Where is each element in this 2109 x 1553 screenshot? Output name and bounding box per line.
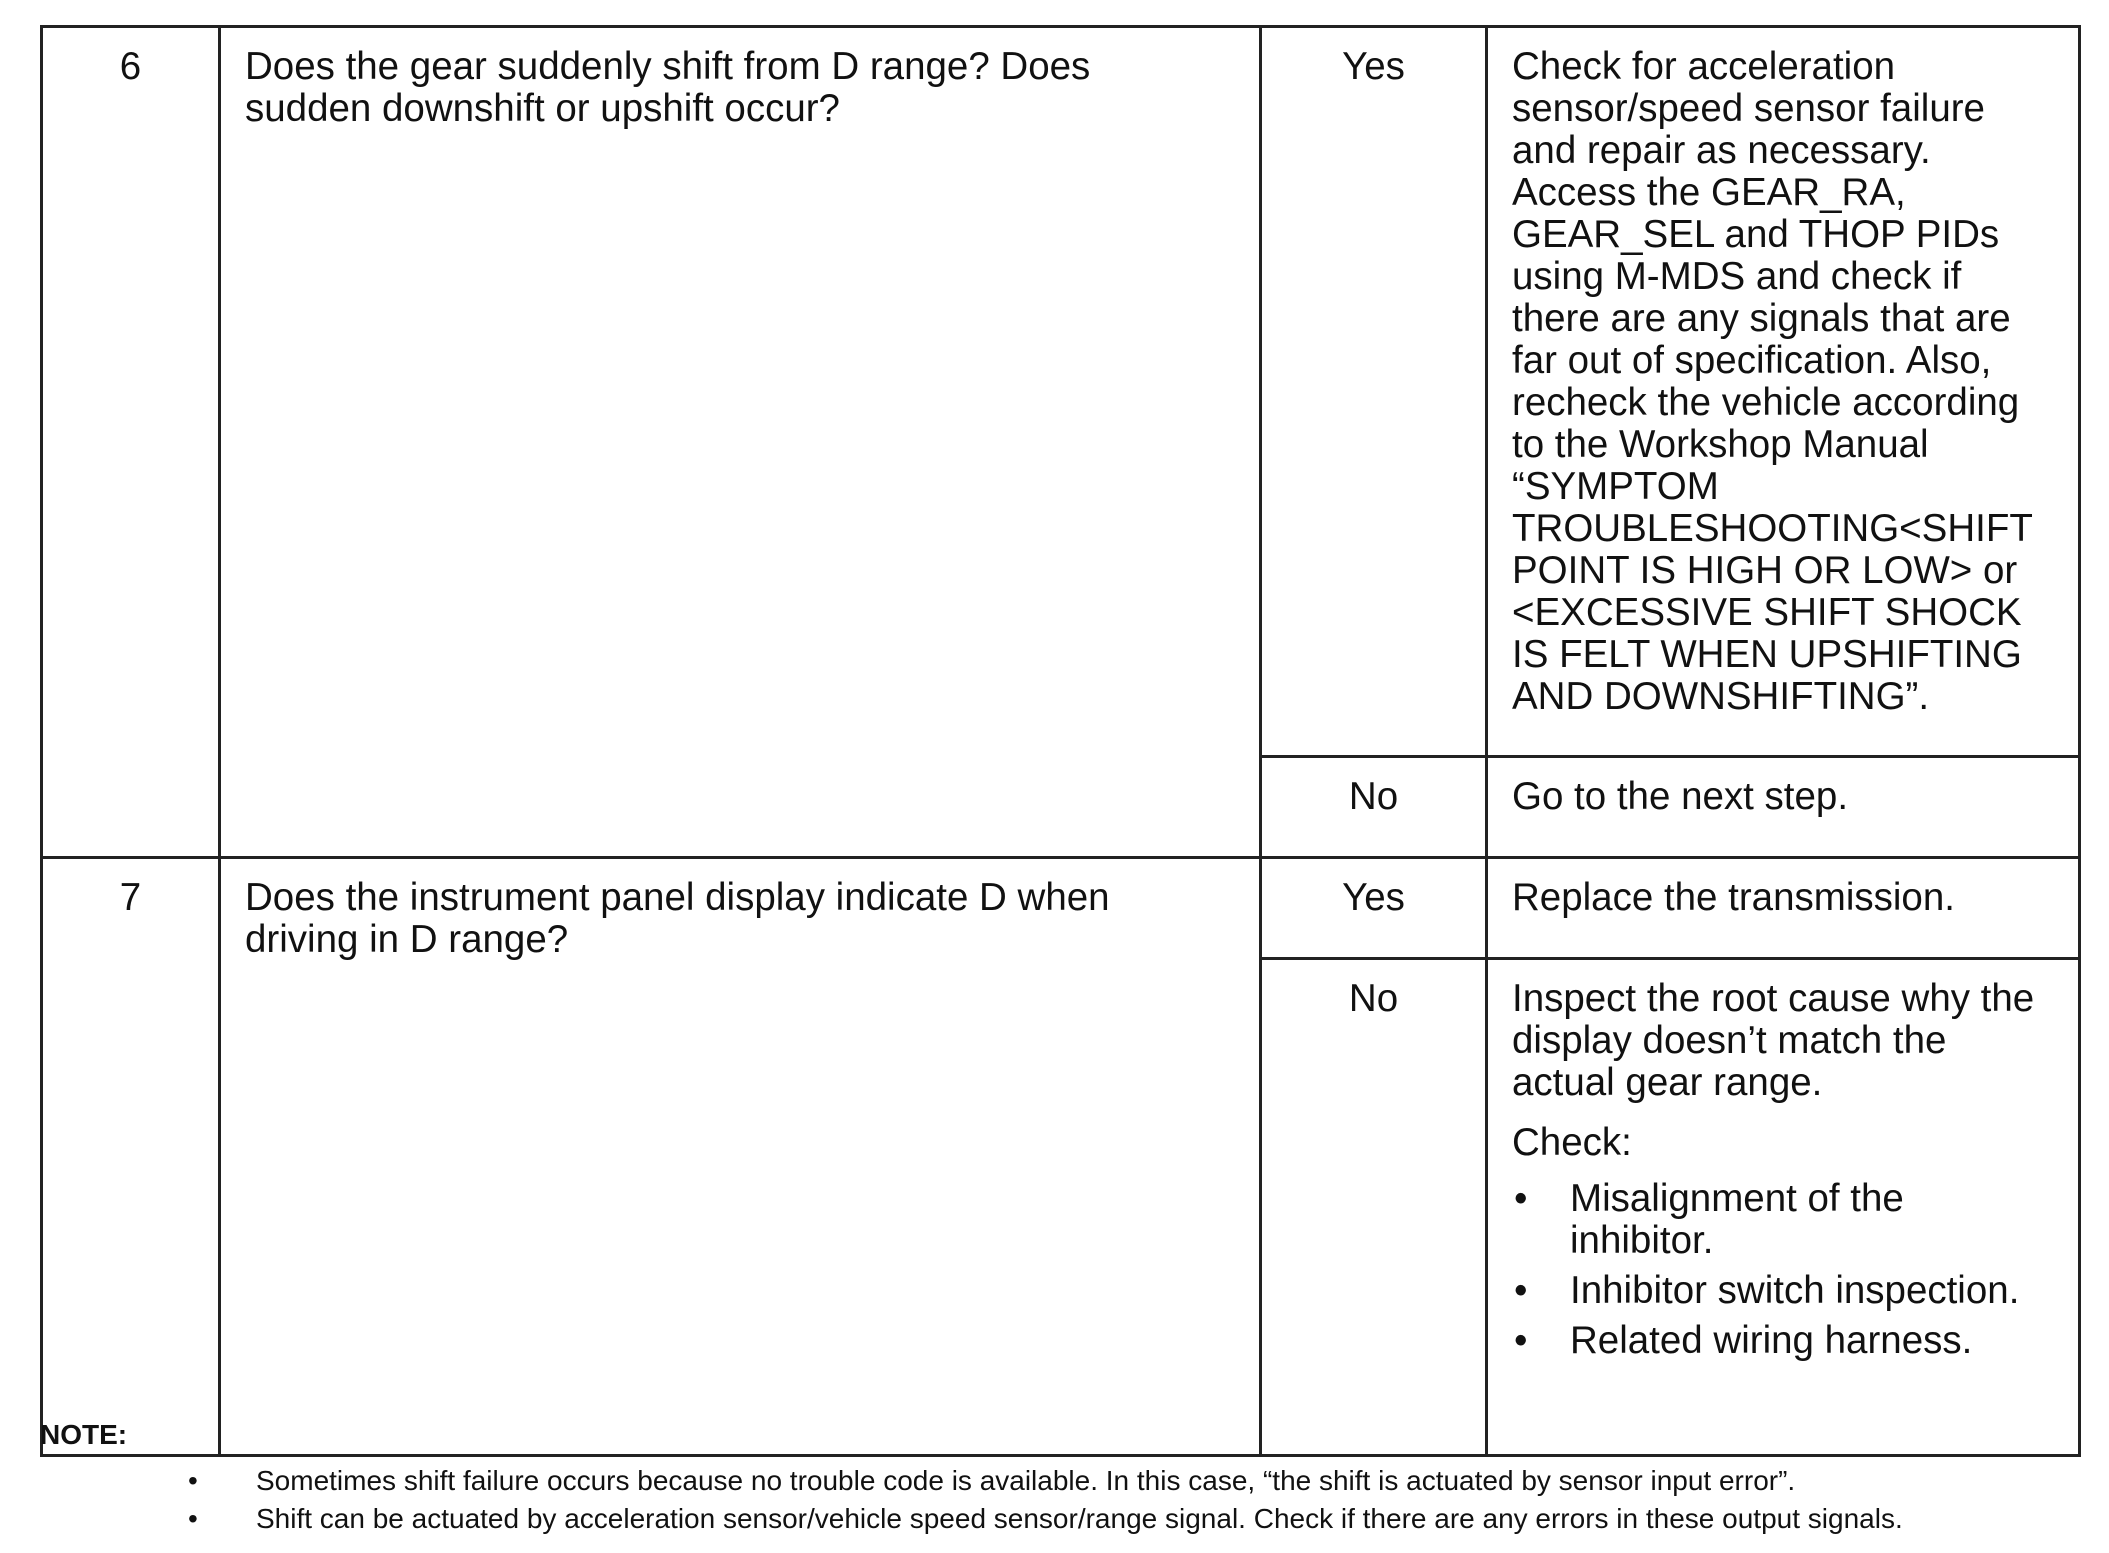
yes-action-text: Check for acceleration sensor/speed sensor failure and repair as necessary. Access the GEAR_RA, GEAR_SEL and THOP PIDs using M-MDS and check if there are any signals that are far out of specification. Also, recheck the vehicle according to the Workshop Manual “SYMPTOM TROUBLESHOOTING<SHIFT POINT IS HIGH OR LOW> or <EXCESSIVE SHIFT SHOCK IS FELT WHEN UPSHIFTING AND DOWNSHIFTING”. (1512, 45, 2033, 718)
yes-label: Yes (1261, 27, 1487, 757)
bullet-icon: • (188, 1503, 198, 1534)
table-row (42, 27, 2080, 757)
note-title: NOTE: (40, 1419, 128, 1450)
no-action-text: Inspect the root cause why the display doesn’t match the actual gear range. (1512, 977, 2035, 1104)
list-item (1512, 1178, 2056, 1262)
list-item (40, 1464, 2080, 1498)
yes-action-text: Replace the transmission. (1512, 876, 1955, 919)
check-item-text: Misalignment of the inhibitor. (1570, 1177, 1904, 1262)
bullet-icon: • (1514, 1319, 1528, 1362)
yes-action (1487, 858, 2080, 959)
no-action-text: Go to the next step. (1512, 775, 1849, 818)
note-list (40, 1464, 2080, 1536)
check-label: Check: (1512, 1121, 1632, 1164)
yes-label: Yes (1261, 858, 1487, 959)
note-item-text: Shift can be actuated by acceleration sensor/vehicle speed sensor/range signal. Check if there are any errors in these output signals. (256, 1503, 1903, 1534)
step-question (220, 27, 1261, 858)
list-item (1512, 1270, 2056, 1312)
step-number: 6 (42, 27, 220, 858)
step-question (220, 858, 1261, 1456)
bullet-icon: • (188, 1465, 198, 1496)
step-question-text: Does the instrument panel display indicate D when driving in D range? (245, 876, 1110, 961)
troubleshooting-table (40, 25, 2081, 1457)
no-action (1487, 757, 2080, 858)
note-item-text: Sometimes shift failure occurs because no trouble code is available. In this case, “the shift is actuated by sensor input error”. (256, 1465, 1796, 1496)
check-item-text: Inhibitor switch inspection. (1570, 1269, 2020, 1312)
list-item (40, 1502, 2080, 1536)
no-label: No (1261, 757, 1487, 858)
bullet-icon: • (1514, 1269, 1528, 1312)
bullet-icon: • (1514, 1177, 1528, 1220)
check-item-text: Related wiring harness. (1570, 1319, 1973, 1362)
step-number: 7 (42, 858, 220, 1456)
step-question-text: Does the gear suddenly shift from D range? Does sudden downshift or upshift occur? (245, 45, 1091, 130)
note-section (40, 1418, 2080, 1540)
list-item (1512, 1320, 2056, 1362)
table-row (42, 858, 2080, 959)
no-action (1487, 959, 2080, 1456)
yes-action (1487, 27, 2080, 757)
no-label: No (1261, 959, 1487, 1456)
check-list (1512, 1178, 2056, 1362)
